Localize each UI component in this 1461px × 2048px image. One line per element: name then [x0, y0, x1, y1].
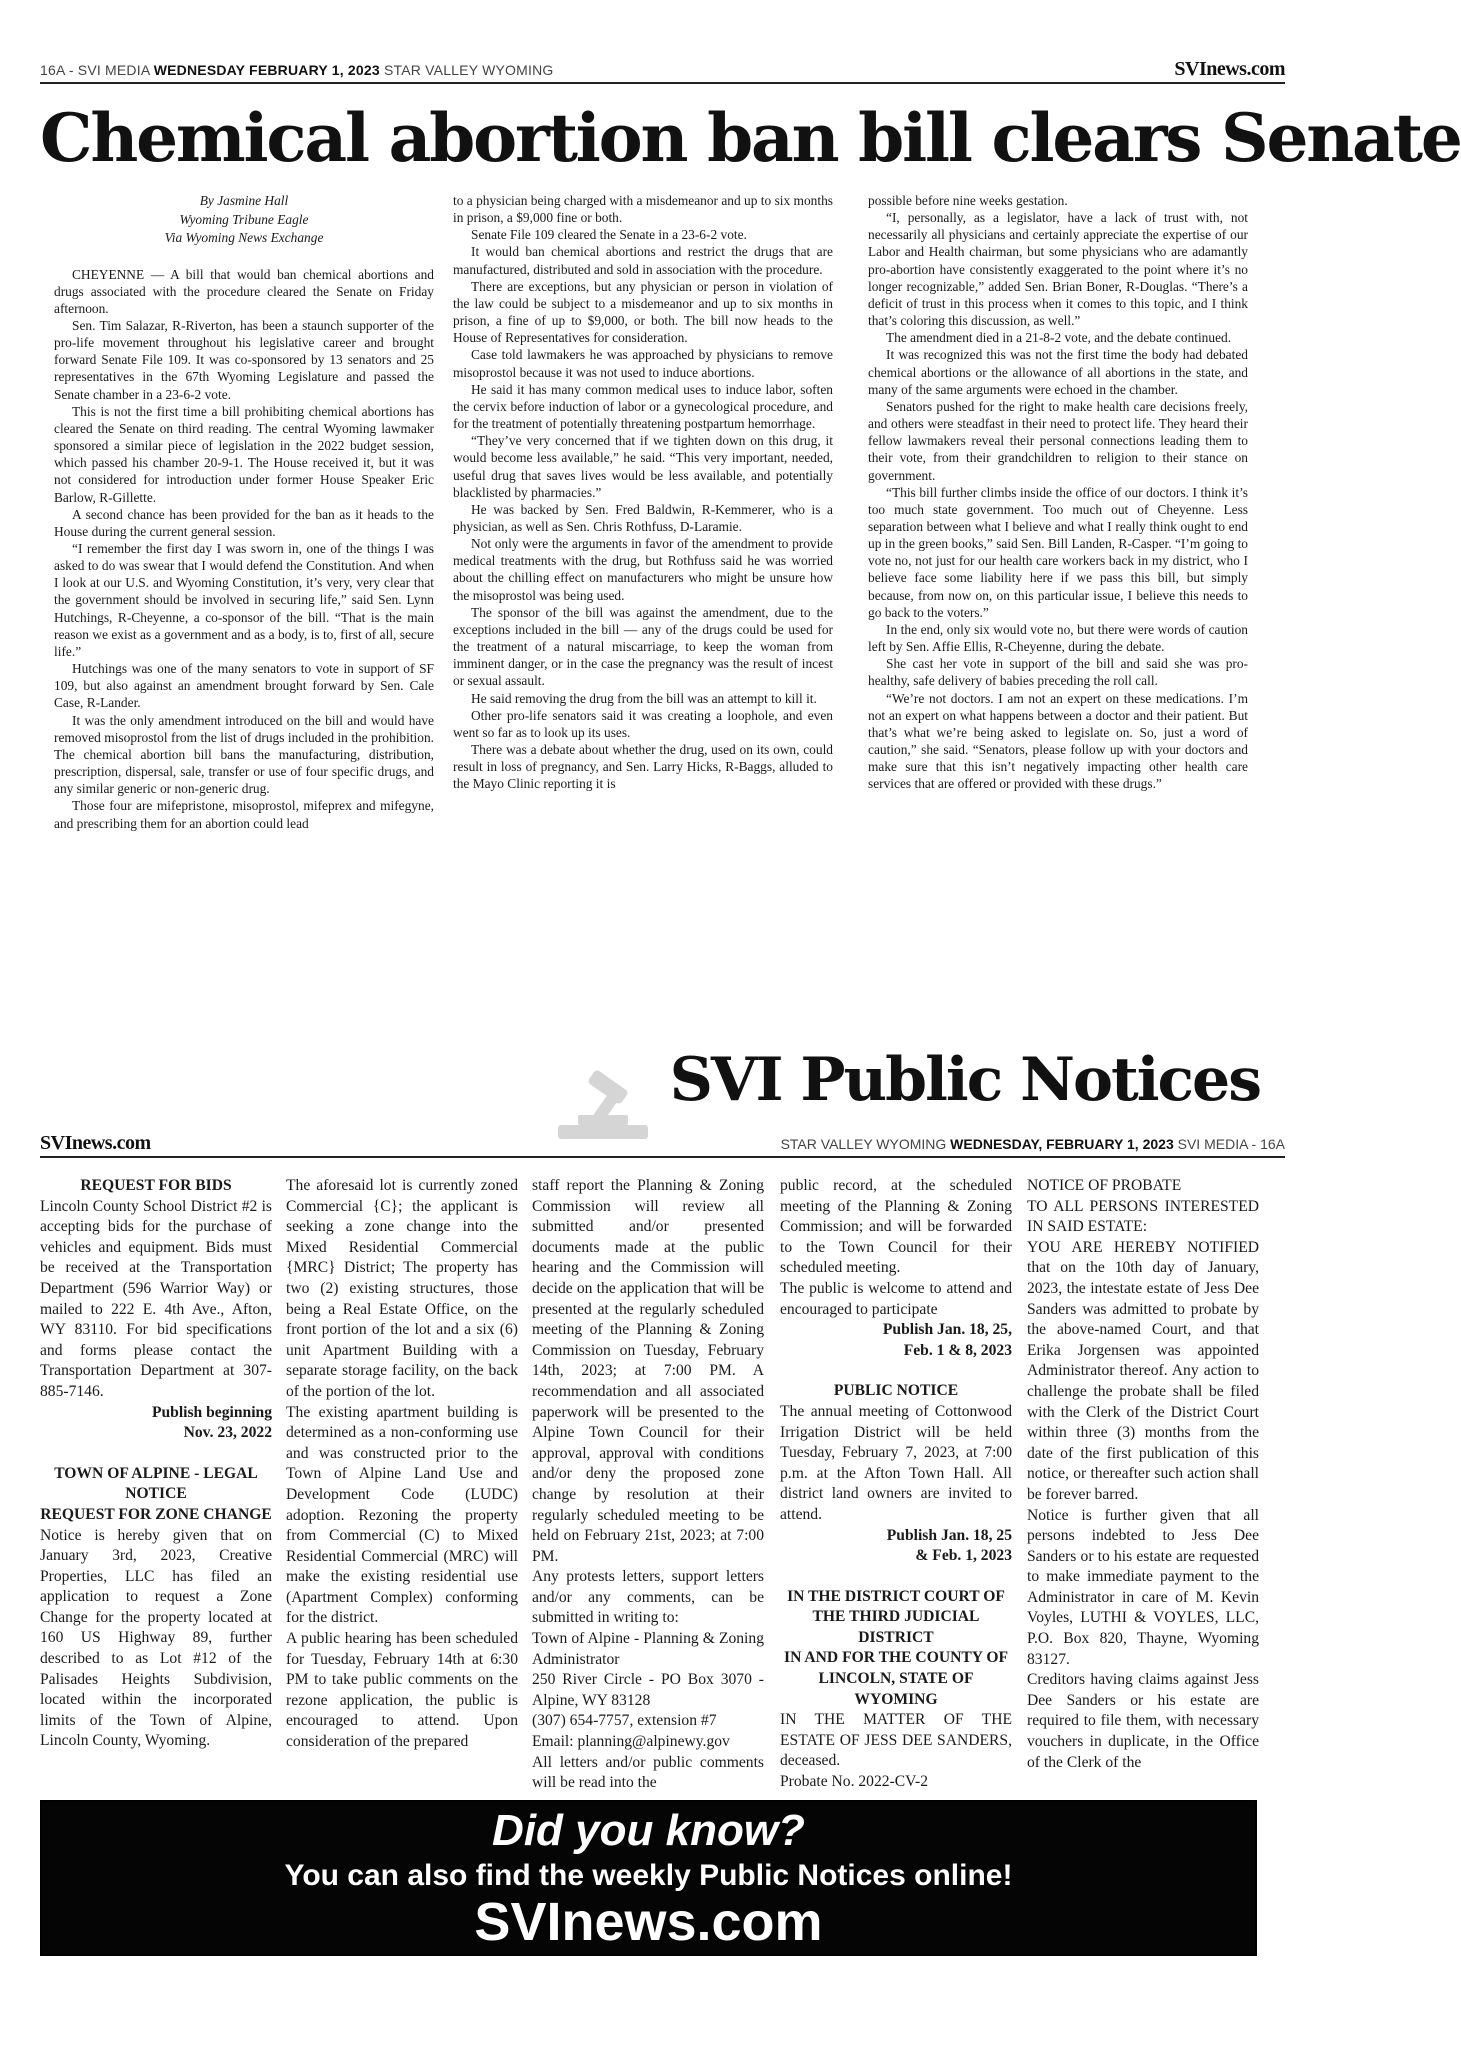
- contact-phone: (307) 654-7757, extension #7: [532, 1712, 717, 1730]
- notice-body: The aforesaid lot is currently zoned Commercial {C}; the applicant is seeking a zone change into the Mixed Residential Commercial {MRC} District; The property has two (2) existing structures, those being a Real Estate Office, on the front portion of the lot and a six (6) unit Apartment Building with a separate storage facility, on the back of the portion of the lot.: [286, 1177, 518, 1400]
- publish-dates: Publish beginning: [151, 1403, 272, 1421]
- notice-column-5: [1027, 1176, 1259, 1773]
- notice-body: Any protests letters, support letters and/or any comments, can be submitted in writing to:: [532, 1568, 764, 1627]
- article-paragraph: He said it has many common medical uses to induce labor, soften the cervix before induction of labor or a gynecological procedure, and for the treatment of potentially threatening postpartum hemorrhage.: [453, 381, 833, 432]
- article-paragraph: “This bill further climbs inside the office of our doctors. I think it’s too much state government. Too much out of Cheyenne. Less separation between what I believe and what I really think ought to end up in the green books,” said Sen. Bill Landen, R-Casper. “I’m going to vote no, not just for our health care workers back in my district, who I believe face some liability here if we pass this bill, but simply because, from now on, on this particular issue, I believe this needs to go back to the voters.”: [868, 484, 1248, 620]
- notice-body: Creditors having claims against Jess Dee Sanders or his estate are required to file them, with necessary vouchers in duplicate, in the Office of the Clerk of the: [1027, 1671, 1259, 1771]
- probate-number: Probate No. 2022-CV-2: [780, 1773, 928, 1791]
- publish-dates: Publish Jan. 18, 25: [886, 1526, 1012, 1544]
- notice-subtitle: TO ALL PERSONS INTERESTED IN SAID ESTATE:: [1027, 1197, 1259, 1236]
- article-paragraph: Senate File 109 cleared the Senate in a 23-6-2 vote.: [471, 227, 747, 243]
- folio-date: WEDNESDAY FEBRUARY 1, 2023: [153, 62, 380, 78]
- notices-folio-section: SVI MEDIA - 16A: [1173, 1136, 1285, 1152]
- ad-subline: You can also find the weekly Public Notices online!: [284, 1859, 1013, 1892]
- notice-body: staff report the Planning & Zoning Commission will review all submitted and/or presented documents made at the public hearing and the Commission will decide on the application that will be presented at the regularly scheduled meeting of the Planning & Zoning Commission on Tuesday, February 14th, 2023; at 7:00 PM. A recommendation and all associated paperwork will be presented to the Alpine Town Council for their approval, approval with conditions and/or deny the proposed zone change by resolution at their regularly scheduled meeting to be held on February 21st, 2023; at 7:00 PM.: [532, 1177, 764, 1565]
- article-column-1: [54, 192, 434, 832]
- contact-address: 250 River Circle - PO Box 3070 - Alpine, WY 83128: [532, 1671, 764, 1709]
- notice-body: The existing apartment building is determined as a non-conforming use and was constructed prior to the Town of Alpine Land Use and Development Code (LUDC) adoption. Rezoning the property from Commercial (C) to Mixed Residential Commercial (MRC) will make the existing residential use (Apartment Complex) conforming for the district.: [286, 1403, 518, 1627]
- publish-dates: Feb. 1 & 8, 2023: [903, 1341, 1012, 1359]
- article-paragraph: possible before nine weeks gestation.: [868, 193, 1068, 208]
- byline-outlet: Wyoming Tribune Eagle: [179, 211, 309, 227]
- notice-title: NOTICE OF PROBATE: [1027, 1177, 1182, 1194]
- article-paragraph: There are exceptions, but any physician or person in violation of the law could be subject to a misdemeanor and up to six months in prison, a fine of up to $9,000, or both. The bill now heads to the House of Representatives for consideration.: [453, 278, 833, 346]
- notice-subtitle: REQUEST FOR ZONE CHANGE: [40, 1505, 272, 1523]
- notice-body: All letters and/or public comments will be read into the: [532, 1753, 764, 1792]
- site-link-notices[interactable]: SVInews.com: [40, 1132, 151, 1154]
- court-subtitle: IN AND FOR THE COUNTY OF LINCOLN, STATE OF WYOMING: [784, 1649, 1008, 1708]
- folio-location: STAR VALLEY WYOMING: [379, 62, 554, 78]
- article-paragraph: Not only were the arguments in favor of the amendment to provide medical treatments with the drug, but Rothfuss said he was worried about the chilling effect on manufacturers who might be unsure how the misoprostol was being used.: [453, 536, 833, 603]
- notices-rule: [40, 1156, 1285, 1158]
- article-paragraph: He said removing the drug from the bill was an attempt to kill it.: [471, 690, 817, 706]
- ad-question: Did you know?: [492, 1806, 805, 1855]
- notice-column-2: [286, 1176, 518, 1753]
- notice-title: TOWN OF ALPINE - LEGAL NOTICE: [54, 1464, 258, 1503]
- article-paragraph: The amendment died in a 21-8-2 vote, and the debate continued.: [886, 330, 1232, 346]
- notice-body: The annual meeting of Cottonwood Irrigation District will be held Tuesday, February 7, 2023, at 7:00 p.m. at the Afton Town Hall. All district land owners are invited to attend.: [780, 1402, 1012, 1523]
- notice-column-4: [780, 1176, 1012, 1793]
- article-paragraph: Those four are mifepristone, misoprostol, mifeprex and mifegyne, and prescribing them for an abortion could lead: [54, 798, 434, 831]
- article-paragraph: Hutchings was one of the many senators to vote in support of SF 109, but also against an amendment brought forward by Sen. Cale Case, R-Lander.: [54, 661, 434, 711]
- page-folio-notices: [40, 1132, 1285, 1156]
- notices-folio-right: [781, 1136, 1285, 1152]
- byline-author: By Jasmine Hall: [199, 193, 289, 208]
- spacer: [780, 1567, 1012, 1587]
- article-paragraph: to a physician being charged with a misdemeanor and up to six months in prison, a $9,000 fine or both.: [453, 193, 833, 226]
- spacer: [780, 1361, 1012, 1381]
- article-paragraph: It was recognized this was not the first time the body had debated chemical abortions or the allowance of all abortions in the state, and many of the same arguments were echoed in the chamber.: [868, 347, 1248, 397]
- notice-body: public record, at the scheduled meeting of the Planning & Zoning Commission; and will be forwarded to the Town Council for their scheduled meeting.: [780, 1177, 1012, 1277]
- article-column-2: [453, 192, 833, 792]
- article-paragraph: The sponsor of the bill was against the amendment, due to the exceptions included in the bill — any of the drugs could be used for the treatment of a natural miscarriage, to keep the woman from imminent danger, or in the case the pregnancy was the result of incest or sexual assault.: [453, 604, 833, 689]
- article-paragraph: Senators pushed for the right to make health care decisions freely, and others were steadfast in their need to protect life. They heard their fellow lawmakers reveal their personal connections leading them to their vote, from their grandchildren to religion to their stance on government.: [868, 398, 1248, 483]
- notices-folio-location: STAR VALLEY WYOMING: [780, 1136, 951, 1152]
- article-paragraph: Other pro-life senators said it was creating a loophole, and even went so far as to look up its uses.: [453, 707, 833, 740]
- notice-column-3: [532, 1176, 764, 1794]
- contact-email: Email: planning@alpinewy.gov: [532, 1733, 730, 1751]
- notice-body: The public is welcome to attend and encouraged to participate: [780, 1279, 1012, 1318]
- publish-dates: Nov. 23, 2022: [183, 1424, 272, 1442]
- article-paragraph: This is not the first time a bill prohibiting chemical abortions has cleared the Senate on third reading. The central Wyoming lawmaker sponsored a similar piece of legislation in the 2022 budget session, which passed his chamber 20-9-1. The House received it, but it was not considered for introduction under former House Speaker Eric Barlow, R-Gillette.: [54, 403, 434, 505]
- notice-body: Notice is hereby given that on January 3rd, 2023, Creative Properties, LLC has filed an application to request a Zone Change for the property located at 160 US Highway 89, further described to as Lot #12 of the Palisades Heights Subdivision, located within the incorporated limits of the Town of Alpine, Lincoln County, Wyoming.: [40, 1526, 272, 1750]
- article-paragraph: “They’ve very concerned that if we tighten down on this drug, it would become less available,” he said. “This very important, needed, useful drug that saves lives would be less available, and potentially blacklisted by pharmacies.”: [453, 433, 833, 500]
- article-paragraph: In the end, only six would vote no, but there were words of caution left by Sen. Affie Ellis, R-Cheyenne, during the debate.: [868, 621, 1248, 655]
- article-paragraph: “I remember the first day I was sworn in, one of the things I was asked to do was swear that I would defend the Constitution. And when I look at our U.S. and Wyoming Constitution, it’s very, very clear that the government should be involved in securing life,” said Sen. Lynn Hutchings, R-Cheyenne, a co-sponsor of the bill. “That is the main reason we exist as a government and as a body, is to, first of all, secure life.”: [54, 541, 434, 659]
- publish-dates: Publish Jan. 18, 25,: [882, 1321, 1012, 1339]
- byline-via: Via Wyoming News Exchange: [164, 230, 324, 245]
- article-paragraph: It was the only amendment introduced on the bill and would have removed misoprostol from the list of drugs included in the prohibition. The chemical abortion bill bans the manufacturing, distribution, prescription, dispersal, sale, transfer or use of four specific drugs, and any similar generic or non-generic drug.: [54, 712, 434, 797]
- article-headline: Chemical abortion ban bill clears Senate: [40, 99, 1461, 177]
- article-column-3: [868, 192, 1248, 792]
- notice-title: REQUEST FOR BIDS: [80, 1177, 232, 1194]
- article-paragraph: Case told lawmakers he was approached by physicians to remove misoprostol because it was not used to induce abortions.: [453, 347, 833, 380]
- folio-rule: [40, 82, 1285, 84]
- notice-body: A public hearing has been scheduled for Tuesday, February 14th at 6:30 PM to take public comments on the rezone application, the public is encouraged to attend. Upon consideration of the prepared: [286, 1630, 518, 1751]
- spacer: [40, 1444, 272, 1464]
- court-title: IN THE DISTRICT COURT OF THE THIRD JUDICIAL DISTRICT: [787, 1587, 1005, 1646]
- article-paragraph: CHEYENNE — A bill that would ban chemical abortions and drugs associated with the procedure cleared the Senate on Friday afternoon.: [54, 266, 434, 316]
- article-paragraph: She cast her vote in support of the bill and said she was pro-healthy, safe delivery of babies preceding the roll call.: [868, 656, 1248, 689]
- notice-body: Lincoln County School District #2 is accepting bids for the purchase of vehicles and equipment. Bids must be received at the Transportation Department (596 Warrior Way) or mailed to 222 E. 4th Ave., Afton, WY 83110. For bid specifications and forms please contact the Transportation Department at 307-885-7146.: [40, 1197, 272, 1400]
- ad-site-link[interactable]: SVInews.com: [474, 1892, 823, 1952]
- notice-title: PUBLIC NOTICE: [833, 1382, 959, 1400]
- article-paragraph: A second chance has been provided for the ban as it heads to the House during the current general session.: [54, 506, 434, 539]
- page-folio-top: [40, 58, 1285, 82]
- article-paragraph: “We’re not doctors. I am not an expert on these medications. I’m not an expert on what happens between a doctor and their patient. But that’s what we’re being asked to legislate on. So, just a word of caution,” she said. “Senators, please follow up with your doctors and make sure that this isn’t negatively impacting other health care services that are offered or provided with these drugs.”: [868, 690, 1248, 792]
- article-paragraph: “I, personally, as a legislator, have a lack of trust with, not necessarily all physicians and certainly appreciate the expertise of our Labor and Health chairman, but some physicians who are adamantly pro-abortion have consistently exaggerated to the point where it’s no longer recognizable,” added Sen. Brian Boner, R-Douglas. “There’s a deficit of trust in this process when it comes to this topic, and I think that’s coloring this discussion, as well.”: [868, 210, 1248, 329]
- notice-column-1: [40, 1176, 272, 1752]
- article-paragraph: Sen. Tim Salazar, R-Riverton, has been a staunch supporter of the pro-life movement throughout his legislative career and brought forward Senate File 109. It was co-sponsored by 13 senators and 25 representatives in the 67th Wyoming Legislature and passed the Senate chamber in a 23-6-2 vote.: [54, 317, 434, 402]
- folio-page-section: 16A - SVI MEDIA: [40, 62, 154, 78]
- article-paragraph: There was a debate about whether the drug, used on its own, could result in loss of pregnancy, and Sen. Larry Hicks, R-Baggs, alluded to the Mayo Clinic reporting it is: [453, 742, 833, 792]
- publish-dates: & Feb. 1, 2023: [915, 1547, 1012, 1565]
- site-link-top[interactable]: SVInews.com: [1174, 58, 1285, 80]
- article-byline: [54, 192, 434, 248]
- notice-body: YOU ARE HEREBY NOTIFIED that on the 10th day of January, 2023, the intestate estate of Jess Dee Sanders was admitted to probate by the above-named Court, and that Erika Jorgensen was appointed Administrator thereof. Any action to challenge the probate shall be filed with the Clerk of the District Court within three (3) months from the date of the first publication of this notice, or thereafter such action shall be forever barred.: [1027, 1238, 1259, 1503]
- folio-left: [40, 62, 553, 78]
- article-paragraph: He was backed by Sen. Fred Baldwin, R-Kemmerer, who is a physician, as well as Sen. Chris Rothfuss, D-Laramie.: [453, 501, 833, 534]
- notice-body: Notice is further given that all persons indebted to Jess Dee Sanders or to his estate are requested to make immediate payment to the Administrator in care of M. Kevin Voyles, LUTHI & VOYLES, LLC, P.O. Box 820, Thayne, Wyoming 83127.: [1027, 1506, 1259, 1668]
- online-notices-ad: [40, 1800, 1257, 1956]
- article-paragraph: It would ban chemical abortions and restrict the drugs that are manufactured, distributed and sold in association with the procedure.: [453, 244, 833, 277]
- estate-matter: IN THE MATTER OF THE ESTATE OF JESS DEE SANDERS, deceased.: [780, 1711, 1012, 1770]
- notices-folio-date: WEDNESDAY, FEBRUARY 1, 2023: [950, 1136, 1174, 1152]
- contact-address: Town of Alpine - Planning & Zoning Administrator: [532, 1630, 764, 1668]
- public-notices-banner: SVI Public Notices: [669, 1045, 1260, 1115]
